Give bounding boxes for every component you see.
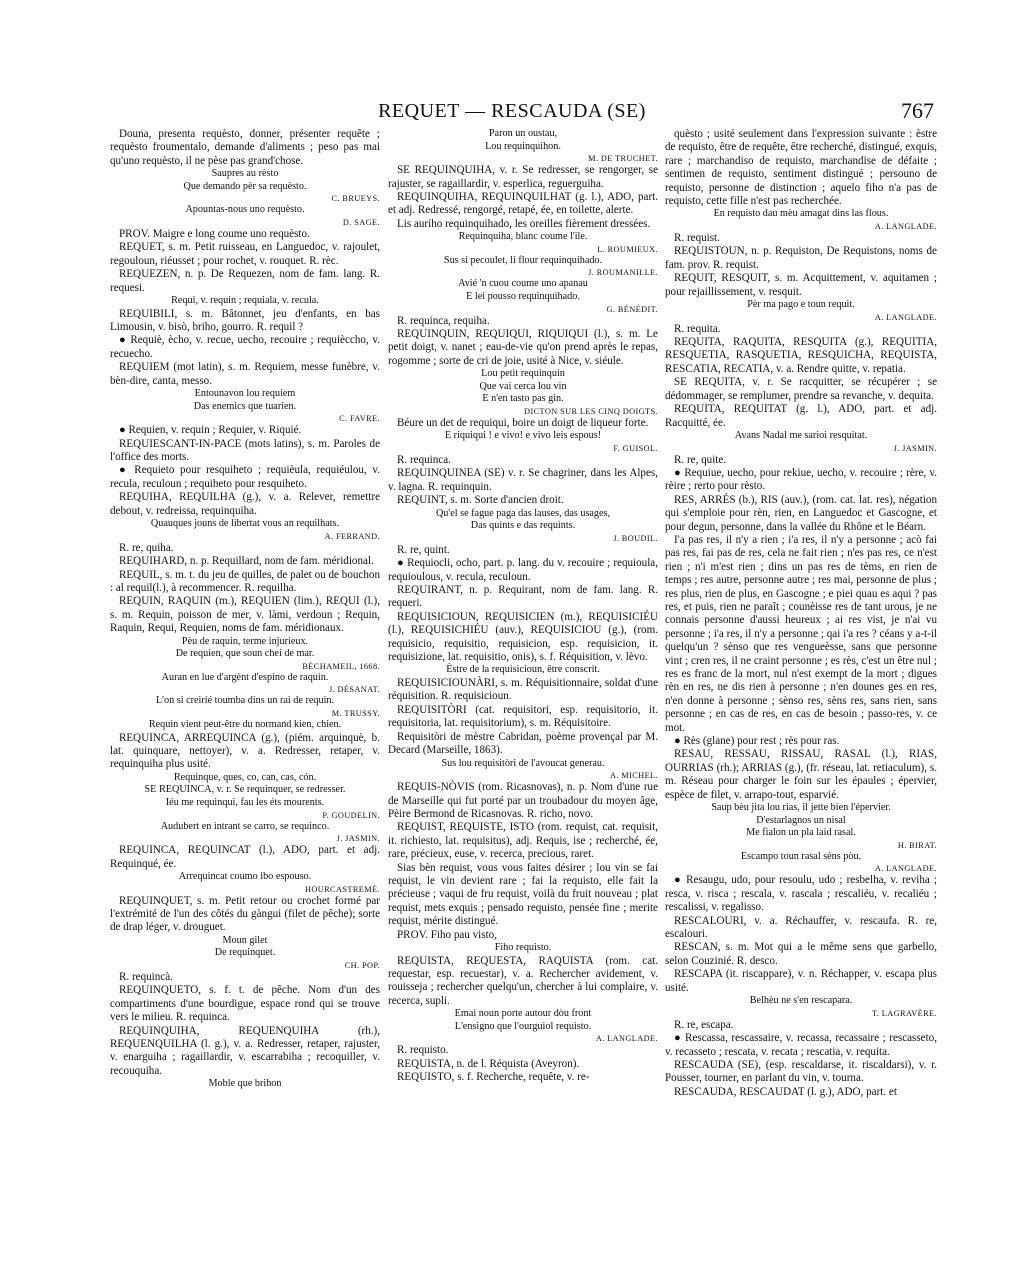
column-2-line: REQUIRANT, n. p. Requirant, nom de fam. lang. R. requeri. [388, 584, 658, 610]
column-1-line: REQUIHARD, n. p. Requillard, nom de fam. méridional. [119, 555, 374, 568]
column-2-line: Requisitòri de mèstre Cabridan, poème provençal par M. Decard (Marseille, 1863). [388, 730, 658, 757]
column-3-line: ● Rès (glane) pour rest ; rès pour ras. [674, 735, 840, 748]
column-3-line: RESCAUDA, RESCAUDAT (l. g.), ADO, part. et [674, 1085, 897, 1098]
column-1-line: Requi, v. requin ; requiala, v. recula. [171, 295, 319, 307]
column-1-line: REQUIN, RAQUIN (m.), REQUIEN (lim.), REQUI (l.), s. m. Requin, poisson de mer, v. làmi, verdoun ; Requin, Raquin, Requi, Requien, noms de fam. méridionaux. [110, 595, 380, 635]
column-2-line: Èstre de la requisicioun, être conscrit. [446, 664, 600, 676]
column-1-line: REQUIEM (mot latin), s. m. Requiem, messe funèbre, v. bèn-dire, canta, messo. [110, 361, 380, 387]
column-1-line: PROV. Maigre e long coume uno requèsto. [119, 228, 310, 240]
column-2-line: J. BOUDIL. [613, 533, 658, 543]
column-2-line: ● Requiocli, ocho, part. p. lang. du v. recouire ; requioula, requioulous, v. recula, reculoun. [388, 557, 658, 583]
column-3-line: RESAU, RESSAU, RISSAU, RASAL (l.), RIAS, OURRIAS (rh.); ARRIAS (g.), (fr. réseau, lat. retiaculum), s. m. Réseau pour charger le foin sur les épaules ; épervier, espèce de filet, v. arrapo-tout, esparvié. [665, 748, 937, 801]
column-1-line: Audubert en intrant se carro, se requinco. [160, 820, 330, 832]
column-1-line: Moun gilet [222, 934, 268, 946]
column-2-line: E lei pousso requinquihado. [466, 291, 580, 302]
column-3-line: RES, ARRÉS (b.), RIS (auv.), (rom. cat. lat. res), négation qui s'emploie pour rèn, rien, en Languedoc et Gascogne, et pour degun, personne, dans la vallée du Rhône et le Béarn. [665, 493, 937, 533]
column-2-line: Lou petit requinquin [481, 368, 565, 380]
column-3-line: J. JASMIN. [893, 443, 937, 453]
column-1-line: SE REQUINCA, v. r. Se requinquer, se redresser. [144, 784, 346, 796]
column-2 [388, 128, 658, 1085]
column-1-line: REQUET, s. m. Petit ruisseau, en Languedoc, v. rajoulet, regouloun, riéusset ; pour rochet, v. rouquet. R. rèc. [110, 241, 380, 267]
column-3-line: Escampo toun rasal sèns pòu. [740, 850, 862, 862]
column-1-line: A. FERRAND. [324, 531, 380, 541]
column-1-line: Moble que brihon [208, 1078, 282, 1090]
column-3-line: RESCAUDA (SE), (esp. rescaldarse, it. riscaldarsi), v. r. Pousser, tourner, en parlant du vin, v. tourna. [665, 1058, 937, 1085]
column-2-line: Lou requinquihon. [485, 140, 561, 152]
column-2-line: F. GUISOL. [613, 444, 658, 453]
column-1-line: HOURCASTREMÉ. [304, 884, 380, 894]
column-1-line: R. requincà. [119, 970, 173, 983]
column-3-line: Saup bèu jita lou rias, il jette bien l'épervier. [711, 802, 891, 814]
column-2-line: Lis auriho requinquihado, les oreilles fièrement dressées. [397, 217, 651, 230]
column-1-line: Quauques jouns de libertat vous an requilhats. [150, 518, 340, 530]
column-1-line: Entounavon lou requiem [194, 388, 296, 400]
column-3-line: Pèr ma pago e toun requit. [747, 299, 855, 311]
column-2-line: Das quints e das requints. [470, 520, 576, 532]
column-2-line: E riquiqui ! e vivo! e vivo leis espous! [444, 430, 602, 442]
column-2-line: E n'en tasto pas gin. [482, 393, 564, 405]
column-1-line: Saupres au rèsto [211, 168, 279, 180]
column-2-line: J. ROUMANILLE. [588, 268, 658, 278]
column-3-line: En requisto dau mèu amagat dins las flous. [713, 208, 889, 220]
column-3-line: quèsto ; usité seulement dans l'expression suivante : èstre de requisto, être de requête, être recherché, distingué, exquis, rare ; marchandiso de requisto, marchandise de défaite ; sentimen de requisto, sentiment distingué ; persouno de requisto, personne de distinction ; aquelo fiho n'a pas de requisto, cette fille n'est pas recherchée. [665, 128, 937, 208]
column-2-line: REQUISTA, n. de l. Réquista (Aveyron). [397, 1057, 580, 1070]
column-1-line: BÉCHAMEIL, 1668. [302, 661, 380, 671]
column-1-line: D. SAGE. [342, 218, 380, 227]
column-3-line: A. LANGLADE. [874, 312, 937, 322]
column-2-line: A. LANGLADE. [595, 1034, 658, 1044]
column-2-line: A. MICHEL. [609, 771, 658, 781]
column-2-line: Que vai cerca lou vin [479, 380, 567, 392]
column-1-line: Das enemics que tuarien. [193, 400, 297, 412]
column-1-line: Que demando pèr sa requèsto. [183, 180, 307, 192]
column-1-line: ● Requieto pour resquiheto ; requièula, requiéulou, v. recula, reculoun ; requiheto pour resquiheto. [110, 464, 380, 490]
column-2-line: Requinquiha, blanc coume l'ile. [458, 231, 588, 243]
column-2-line: REQUINQUIHA, REQUINQUILHAT (g. l.), ADO, part. et adj. Redressé, rengorgé, retapé, ée, en toilette, alerte. [388, 191, 658, 217]
column-1-line: M. TRUSSY. [331, 708, 380, 718]
column-1-line: REQUIESCANT-IN-PACE (mots latins), s. m. Paroles de l'office des morts. [110, 437, 380, 464]
column-1-line: REQUINCA, ARREQUINCA (g.), (piém. arquinquè, b. lat. quinquare, nettoyer), v. a. Redresser, retaper, v. requinquiha plus usité. [110, 731, 380, 771]
column-3-line: ● Rescassa, rescassaire, v. recassa, recassaire ; rescasseto, v. recasseto ; rescata, v. recata ; rescatia, v. requita. [665, 1032, 937, 1058]
column-1-line: R. re, quiha. [119, 541, 174, 554]
column-3-line: A. LANGLADE. [874, 864, 937, 874]
column-1-line: REQUINQUETO, s. f. t. de pêche. Nom d'un des compartiments d'une bourdigue, espace rond qui se trouve vers le milieu. R. requinca. [110, 984, 380, 1024]
column-1-line: REQUINCA, REQUINCAT (l.), ADO, part. et adj. Requinqué, ée. [110, 844, 380, 870]
column-2-line: DICTON SUR LES CINQ DOIGTS. [524, 407, 658, 416]
column-1-line: Requinque, ques, co, can, cas, cón. [173, 771, 317, 783]
column-3-line: Me fialon un pla laid rasal. [746, 827, 856, 839]
column-1-line: J. JASMIN. [336, 834, 380, 844]
column-3-line: D'estarlagnos un nisal [756, 814, 846, 826]
column-3-line: R. requist. [674, 232, 720, 245]
column-3-line: T. LAGRAVÈRE. [871, 1008, 937, 1018]
column-2-line: G. BÉNÉDIT. [606, 304, 658, 314]
column-2-line: REQUISICIOUN, REQUISICIEN (m.), REQUISICIÉU (l.), REQUISICHIÉU (auv.), REQUISICIOU (g.), (rom. requisicio, requisitio, requisicion, esp. requisicion, it. requisizione, lat. requisitio, onis), s. f. Réquisition, v. lèvo. [388, 610, 658, 664]
column-3-line: RESCALOURI, v. a. Réchauffer, v. rescaufa. R. re, escalouri. [665, 914, 937, 941]
column-2-line: REQUIS-NÒVIS (rom. Ricasnovas), n. p. Nom d'une rue de Marseille qui fut porté par un troubadour du moyen âge, Pèire Bermond de Ricasnovas. R. richo, novo. [388, 781, 658, 820]
column-3-line: REQUITA, RAQUITA, RESQUITA (g.), REQUITIA, RESQUETIA, RASQUETIA, RESQUICHA, REQUISTA, RESCATIA, RECATIA, v. a. Rendre quitte, v. repatia. [665, 336, 937, 375]
column-3-line: R. re, escapa. [674, 1018, 734, 1031]
column-1-line: REQUEZEN, n. p. De Requezen, nom de fam. lang. R. requesi. [110, 268, 380, 294]
column-3-line: R. requita. [674, 322, 721, 335]
column-1-line: P. GOUDELIN. [322, 810, 380, 820]
column-3-line: ● Requiue, uecho, pour rekiue, uecho, v. recouire ; rère, v. rèire ; rerto pour rèsto. [665, 466, 937, 493]
column-3-line: Belhèu ne s'en rescapara. [749, 995, 853, 1007]
column-3-line: A. LANGLADE. [874, 222, 937, 232]
column-1-line: De requinquet. [214, 947, 276, 959]
column-2-line: PROV. Fiho pau visto, [397, 928, 497, 941]
column-3-line: SE REQUITA, v. r. Se racquitter, se récupérer ; se dédommager, se remplumer, prendre sa revanche, v. dequita. [665, 376, 937, 402]
column-1-line: REQUINQUET, s. m. Petit retour ou crochet formé par l'extrémité de l'un des côtés du gàngui (filet de pêche); sorte de drap léger, v. drouguet. [110, 894, 380, 934]
column-2-line: REQUISTO, s. f. Recherche, requête, v. re- [397, 1071, 590, 1084]
column-2-line: REQUISITÒRI (cat. requisitori, esp. requisitorio, it. requisitoria, lat. requisitorium), s. m. Réquisitoire. [388, 703, 658, 730]
column-3-line: REQUIT, RESQUIT, s. m. Acquittement, v. aquitamen ; pour rejaillissement, v. resquit. [665, 272, 937, 298]
column-3 [665, 128, 937, 1099]
column-2-line: M. DE TRUCHET. [588, 154, 658, 164]
column-1 [110, 128, 380, 1091]
column-2-line: REQUISICIOUNÀRI, s. m. Réquisitionnaire, soldat d'une réquisition. R. requisicioun. [388, 677, 658, 703]
column-2-line: Sus lou requisitòri de l'avoucat generau. [441, 757, 605, 769]
column-1-line: Apountas-nous uno requèsto. [185, 204, 305, 216]
column-2-line: Avié 'n cuou coume uno apanau [458, 278, 588, 290]
column-2-line: Emai noun porte autour dòu front [454, 1008, 592, 1020]
column-1-line: C. BRUEYS. [331, 194, 380, 204]
column-1-line: REQUIBILI, s. m. Bâtonnet, jeu d'enfants, en bas Limousin, v. bisò, briho, gourro. R. requil ? [110, 307, 380, 334]
column-1-line: L'on si creirié toumba dins un rai de requin. [155, 695, 335, 707]
column-2-line: L'ensigno que l'ourguiol requisto. [454, 1020, 592, 1032]
column-2-line: Béure un det de requiqui, boire un doigt de liqueur forte. [397, 417, 649, 429]
page-number: 767 [901, 98, 934, 123]
column-1-line: C. FAVRE. [339, 414, 380, 424]
column-1-line: Iéu me requinqui, fau les éts mourents. [165, 796, 325, 808]
column-2-line: R. re, quint. [397, 543, 450, 556]
column-2-line: REQUINT, s. m. Sorte d'ancien droit. [397, 494, 564, 507]
column-2-line: Sus si pecoulet, li flour requinquihado. [443, 254, 603, 266]
column-2-line: L. ROUMIEUX. [597, 244, 658, 254]
column-3-line: R. re, quite. [674, 453, 727, 466]
running-header: REQUET — RESCAUDA (SE) [378, 100, 646, 122]
column-2-line: Sias bèn requist, vous vous faites désirer ; lou vin se fai requist, le vin devient rare ; fai la requisto, elle fait la précieuse ; vaqui de fru requist, voilà du fruit nouveau ; plat requist, mets exquis ; pensado requisto, pensée fine ; merite requist, mérite distingué. [388, 861, 658, 928]
column-1-line: CH. POP. [344, 960, 380, 970]
column-1-line: REQUIHA, REQUILHA (g.), v. a. Relever, remettre debout, v. redreissa, requinquiha. [110, 491, 380, 517]
column-3-line: REQUISTOUN, n. p. Requiston, De Requistons, noms de fam. prov. R. requist. [665, 245, 937, 271]
column-1-line: Douna, presenta requèsto, donner, présenter requête ; requèsto froumentalo, demande d'aliments ; peso pas mai qu'uno requèsto, il ne pèse pas grand'chose. [110, 128, 380, 167]
column-2-line: R. requinca. [397, 454, 451, 466]
column-1-line: De requien, que soun chei de mar. [175, 648, 315, 660]
column-1-line: REQUINQUIHA, REQUENQUIHA (rh.), REQUENQUILHA (l. g.), v. a. Redresser, retaper, rajuster, v. enarguiha ; ragaillardir, v. escarrabiha ; recoquiller, v. recouquiha. [110, 1024, 380, 1077]
column-2-line: Qu'el se fague paga das lauses, das usages, [435, 507, 611, 519]
column-3-line: I'a pas res, il n'y a rien ; i'a res, il n'y a personne ; acò fai pas res, fai pas de res, cela ne fait rien ; n'es pas res, ce n'est rien ; n'i m'est rien ; dins un pas res de tèms, en rien de temps ; res autre, personne autre ; res mai, personne de plus ; res plus, rien de plus, en Gascogne ; e piei quau es aqui ? pas res, et puis, rien ne paraît ; counèisse res de tant urous, je ne connais personne d'aussi heureux ; ai res vist, je n'ai vu personne ; i'a res, il n'y a personne ; qai i'a res ? céans y a-t-il quelqu'un ? sènso que res vengueèsse, sans que personne vint ; cren res, il ne craint personne ; es rès, c'est un être nul ; res es franc de la mort, nul n'est exempt de la mort ; digues rèn en res, ne dis rien à personne ; n'en dounes ges en res, n'en donne à personne ; sènso res, sèns res, sans rien, sans personne ; en cas de res, en cas de besoin ; passo-res, v. ce mot. [665, 533, 937, 734]
column-1-line: REQUIL, s. m. t. du jeu de quilles, de palet ou de bouchon : al requil(l.), à recommencer. R. requilha. [110, 568, 380, 594]
column-1-line: ● Requiè, ècho, v. recue, uecho, recouire ; requièccho, v. recuecho. [110, 334, 380, 360]
column-1-line: J. DÉSANAT. [328, 685, 380, 695]
column-2-line: REQUINQUIN, REQUIQUI, RIQUIQUI (l.), s. m. Le petit doigt, v. nanet ; eau-de-vie qu'on prend après le repas, rogomme ; sorte de cri de joie, usité à Nice, v. siéule. [388, 328, 658, 367]
column-3-line: ● Resaugu, udo, pour resoulu, udo ; resbelha, v. reviha ; resca, v. risca ; rescala, v. rascala ; rescaliéu, v. recaliéu ; rescalissi, v. regalisso. [665, 874, 937, 914]
column-1-line: Requin vient peut-être du normand kien, chien. [148, 718, 342, 730]
column-2-line: R. requisto. [397, 1044, 449, 1057]
column-2-line: Paron un oustau, [488, 128, 558, 139]
column-2-line: R. requinca, requiha. [397, 314, 490, 327]
column-3-line: RESCAN, s. m. Mot qui a le même sens que garbello, selon Couzinié. R. desco. [665, 941, 937, 967]
column-2-line: SE REQUINQUIHA, v. r. Se redresser, se rengorger, se rajuster, se ragaillardir, v. esperlica, reguerguiha. [388, 164, 658, 190]
column-3-line: H. BIRAT. [897, 840, 937, 850]
column-1-line: ● Requien, v. requin ; Requier, v. Riquié. [119, 424, 302, 437]
column-3-line: REQUITA, REQUITAT (g. l.), ADO, part. et adj. Racquitté, ée. [665, 403, 937, 429]
column-1-line: Pèu de raquin, terme injurieux. [181, 635, 309, 647]
column-2-line: Fiho requisto. [494, 941, 552, 953]
column-1-line: Arrequincat coumo ibo espouso. [178, 870, 312, 882]
column-2-line: REQUISTA, REQUESTA, RAQUISTA (rom. cat. requestar, esp. recuestar), v. a. Rechercher avidement, v. rouisseja ; rechercher quelqu'un, chercher à lui complaire, v. recerca, supli. [388, 954, 658, 1007]
column-1-line: Auran en lue d'argènt d'espino de raquin. [161, 671, 329, 683]
column-3-line: RESCAPA (it. riscappare), v. n. Réchapper, v. escapa plus usité. [665, 968, 937, 994]
column-2-line: REQUIST, REQUISTE, ISTO (rom. requist, cat. requisit, it. richiesto, lat. requisitus), adj. Requis, ise ; recherché, ée, rare, précieux, euse, v. recerca, precious, raret. [388, 821, 658, 861]
column-3-line: Avans Nadal me sarioi resquitat. [734, 429, 868, 441]
column-2-line: REQUINQUINEA (SE) v. r. Se chagriner, dans les Alpes, v. lagna. R. requinquin. [388, 467, 658, 493]
